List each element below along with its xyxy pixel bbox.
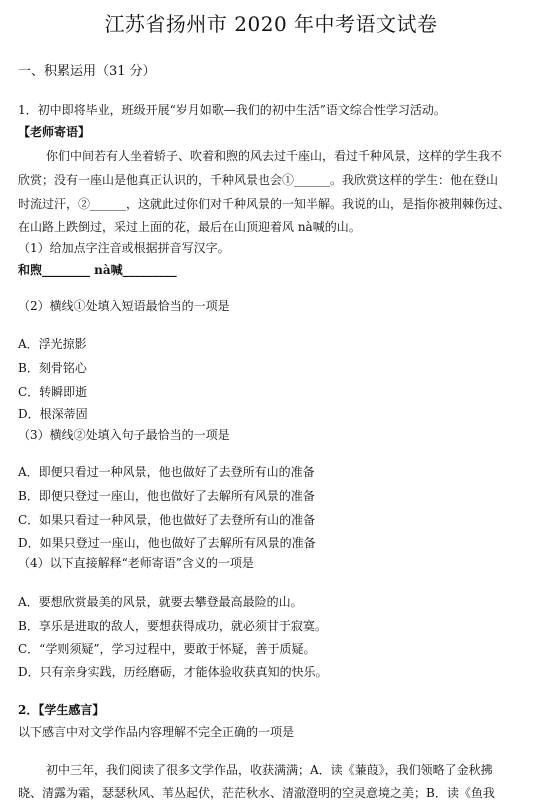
passage-line: 你们中间若有人坐着轿子、吹着和煦的风去过千座山，看过千种风景，这样的学生我不 xyxy=(46,149,503,163)
option-c: C．“学则须疑”，学习过程中，要敢于怀疑，善于质疑。 xyxy=(18,642,316,656)
option-d: D．如果只登过一座山，他也做好了去解所有风景的准备 xyxy=(18,536,316,550)
passage-line: 初中三年，我们阅读了很多文学作品，收获满满；A．读《蒹葭》，我们领略了金秋拂 xyxy=(46,763,493,777)
option-b: B．刻骨铭心 xyxy=(18,361,87,375)
page-title: 江苏省扬州市 2020 年中考语文试卷 xyxy=(104,12,438,36)
option-b: B．即便只登过一座山，他也做好了去解所有风景的准备 xyxy=(18,489,315,503)
section-heading: 一、积累运用（31 分） xyxy=(18,64,156,79)
passage-line: 晓、清露为霜，瑟瑟秋风、苇丛起伏，茫茫秋水、清澈澄明的空灵意境之美；B．读《鱼我 xyxy=(18,786,495,800)
teacher-message-tag: 【老师寄语】 xyxy=(18,125,91,139)
sub-question-2: （2）横线①处填入短语最恰当的一项是 xyxy=(18,299,230,313)
option-a: A．即便只看过一种风景，他也做好了去登所有山的准备 xyxy=(18,465,315,479)
option-d: D．只有亲身实践，历经磨砺，才能体验收获真知的快乐。 xyxy=(18,665,328,679)
option-a: A．要想欣赏最美的风景，就要去攀登最高最险的山。 xyxy=(18,595,303,609)
option-a: A．浮光掠影 xyxy=(18,337,87,351)
question-2-prompt: 以下感言中对文学作品内容理解不完全正确的一项是 xyxy=(18,725,295,739)
passage-line: 欣赏；没有一座山是他真正认识的，千种风景也会①______。我欣赏这样的学生：他在登山 xyxy=(18,173,499,187)
option-d: D．根深蒂固 xyxy=(18,407,88,421)
option-c: C．如果只看过一种风景，他也做好了去登所有山的准备 xyxy=(18,513,316,527)
pinyin-blanks: 和煦________ nà喊_________ xyxy=(18,263,177,277)
passage-line: 时流过汗，②______，这就此过你们对千种风景的一知半解。我说的山，是指你被荆棘伤过、 xyxy=(18,197,511,211)
question-2-intro: 2．【学生感言】 xyxy=(18,703,105,717)
sub-question-1: （1）给加点字注音或根据拼音写汉字。 xyxy=(18,241,230,255)
question-1-intro: 1．初中即将毕业，班级开展“岁月如歌—我们的初中生活”语文综合性学习活动。 xyxy=(18,103,446,117)
option-c: C．转瞬即逝 xyxy=(18,385,88,399)
sub-question-3: （3）横线②处填入句子最恰当的一项是 xyxy=(18,428,230,442)
option-b: B．享乐是进取的敌人，要想获得成功，就必须甘于寂寞。 xyxy=(18,619,327,633)
passage-line: 在山路上跌倒过，采过上面的花，最后在山顶迎着风 nà喊的山。 xyxy=(18,220,361,234)
sub-question-4: （4）以下直接解释“老师寄语”含义的一项是 xyxy=(18,556,254,570)
